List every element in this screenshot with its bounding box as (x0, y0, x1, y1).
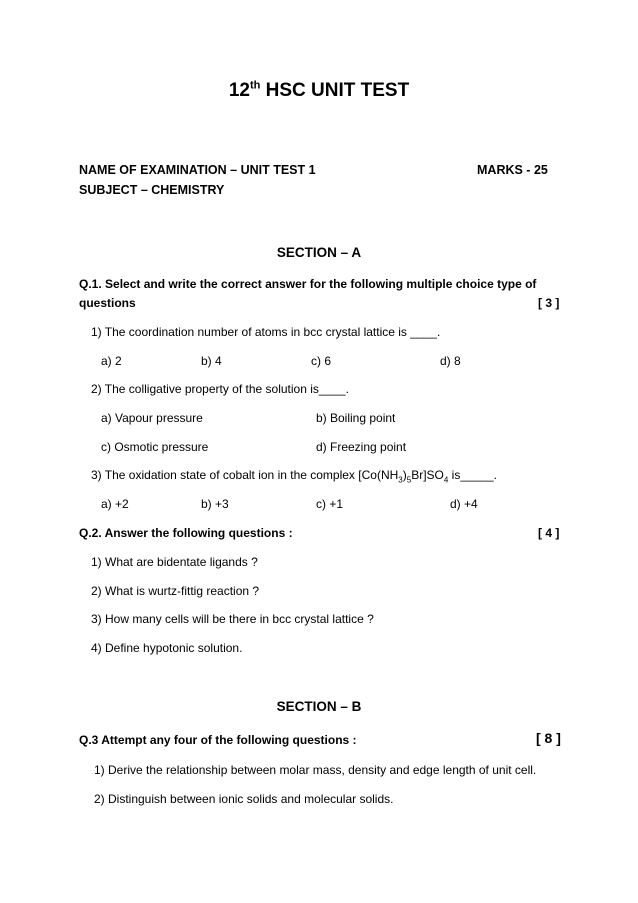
q1-item-2-option-d: d) Freezing point (316, 440, 407, 454)
q1-item-3-option-a: a) +2 (101, 497, 129, 511)
q3-marks: [ 8 ] (536, 730, 561, 746)
q2-heading: Q.2. Answer the following questions : (79, 526, 293, 540)
q2-item-3: 3) How many cells will be there in bcc crystal lattice ? (91, 612, 374, 626)
q3-item-2: 2) Distinguish between ionic solids and molecular solids. (94, 792, 394, 806)
page-title: 12th HSC UNIT TEST (228, 79, 410, 101)
q2-item-1: 1) What are bidentate ligands ? (91, 555, 258, 569)
q1-item-2-option-b: b) Boiling point (316, 411, 396, 425)
section-b-heading: SECTION – B (276, 699, 362, 714)
subject: SUBJECT – CHEMISTRY (79, 183, 225, 197)
q1-item-3-option-c: c) +1 (316, 497, 344, 511)
section-a-heading: SECTION – A (276, 245, 362, 260)
q1-marks: [ 3 ] (538, 296, 560, 310)
exam-name: NAME OF EXAMINATION – UNIT TEST 1 (79, 163, 316, 177)
q1-heading-line2: questions (79, 296, 136, 310)
q1-item-3: 3) The oxidation state of cobalt ion in the complex $[Co(NH_3)_5Br]SO_4$ is_____. (91, 468, 498, 485)
q3-item-1: 1) Derive the relationship between molar mass, density and edge length of unit cell. (94, 763, 537, 777)
q1-item-2-option-c: c) Osmotic pressure (101, 440, 209, 454)
q1-item-1: 1) The coordination number of atoms in bcc crystal lattice is ____. (91, 325, 441, 339)
q1-item-1-option-c: c) 6 (311, 354, 332, 368)
q1-item-3-option-b: b) +3 (201, 497, 229, 511)
q1-item-2-option-a: a) Vapour pressure (101, 411, 203, 425)
q2-item-4: 4) Define hypotonic solution. (91, 641, 243, 655)
q1-item-1-option-b: b) 4 (201, 354, 222, 368)
q1-heading-line1: Q.1. Select and write the correct answer for the following multiple choice type of (79, 277, 537, 291)
q2-marks: [ 4 ] (538, 526, 560, 540)
q2-item-2: 2) What is wurtz-fittig reaction ? (91, 584, 260, 598)
q3-heading: Q.3 Attempt any four of the following questions : (79, 733, 357, 747)
q1-item-1-option-d: d) 8 (440, 354, 461, 368)
q1-item-2: 2) The colligative property of the solution is____. (91, 382, 349, 396)
q1-item-3-option-d: d) +4 (450, 497, 478, 511)
total-marks: MARKS - 25 (477, 163, 548, 177)
q1-item-1-option-a: a) 2 (101, 354, 122, 368)
